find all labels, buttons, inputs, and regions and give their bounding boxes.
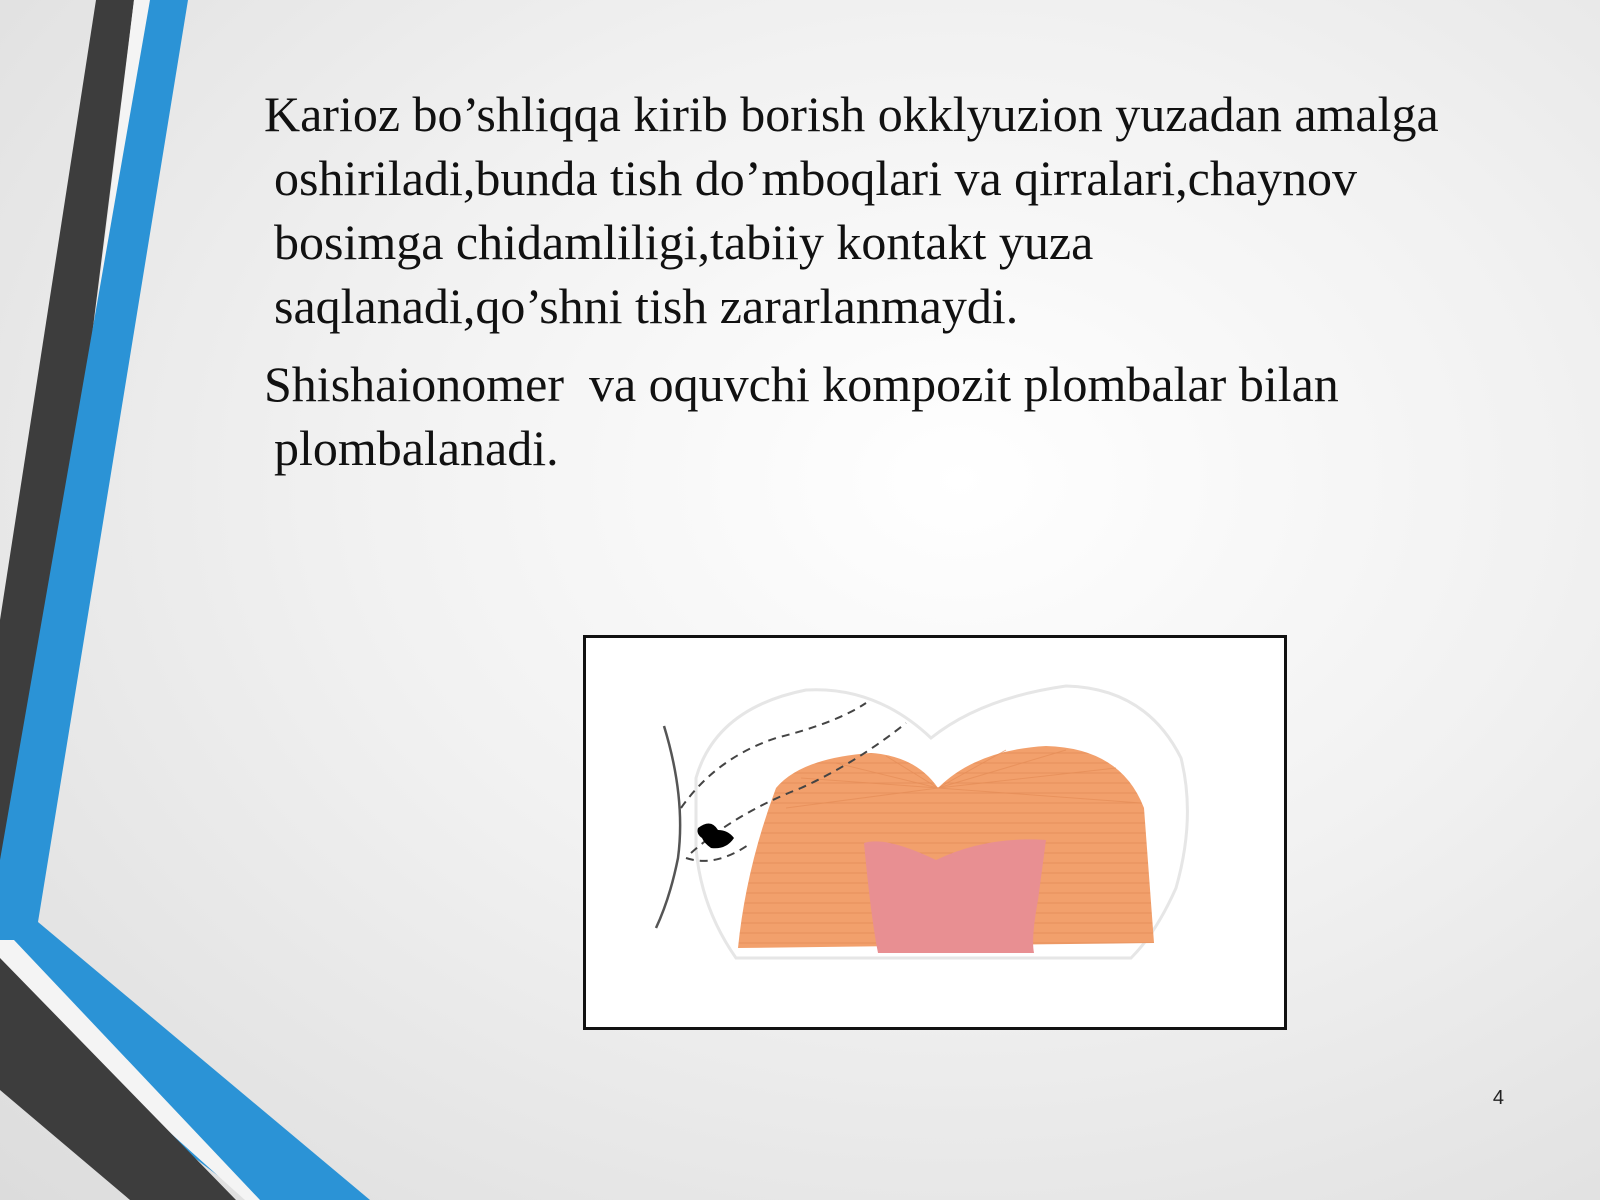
tooth-diagram bbox=[583, 635, 1287, 1030]
paragraph-1: Karioz bo’shliqqa kirib borish okklyuzion yuzadan amalga oshiriladi,bunda tish do’mboqlari va qirralari,chaynov bosimga chidamliligi,tabiiy kontakt yuza saqlanadi,qo’shni tish zararlanmaydi. bbox=[264, 86, 1452, 334]
adjacent-tooth-contour bbox=[656, 726, 680, 928]
body-text bbox=[264, 82, 1452, 494]
tooth-diagram-svg bbox=[586, 638, 1284, 1027]
pulp bbox=[864, 839, 1046, 953]
paragraph-2: Shishaionomer va oquvchi kompozit plombalar bilan plombalanadi. bbox=[264, 356, 1352, 476]
page-number: 4 bbox=[1492, 1087, 1504, 1109]
